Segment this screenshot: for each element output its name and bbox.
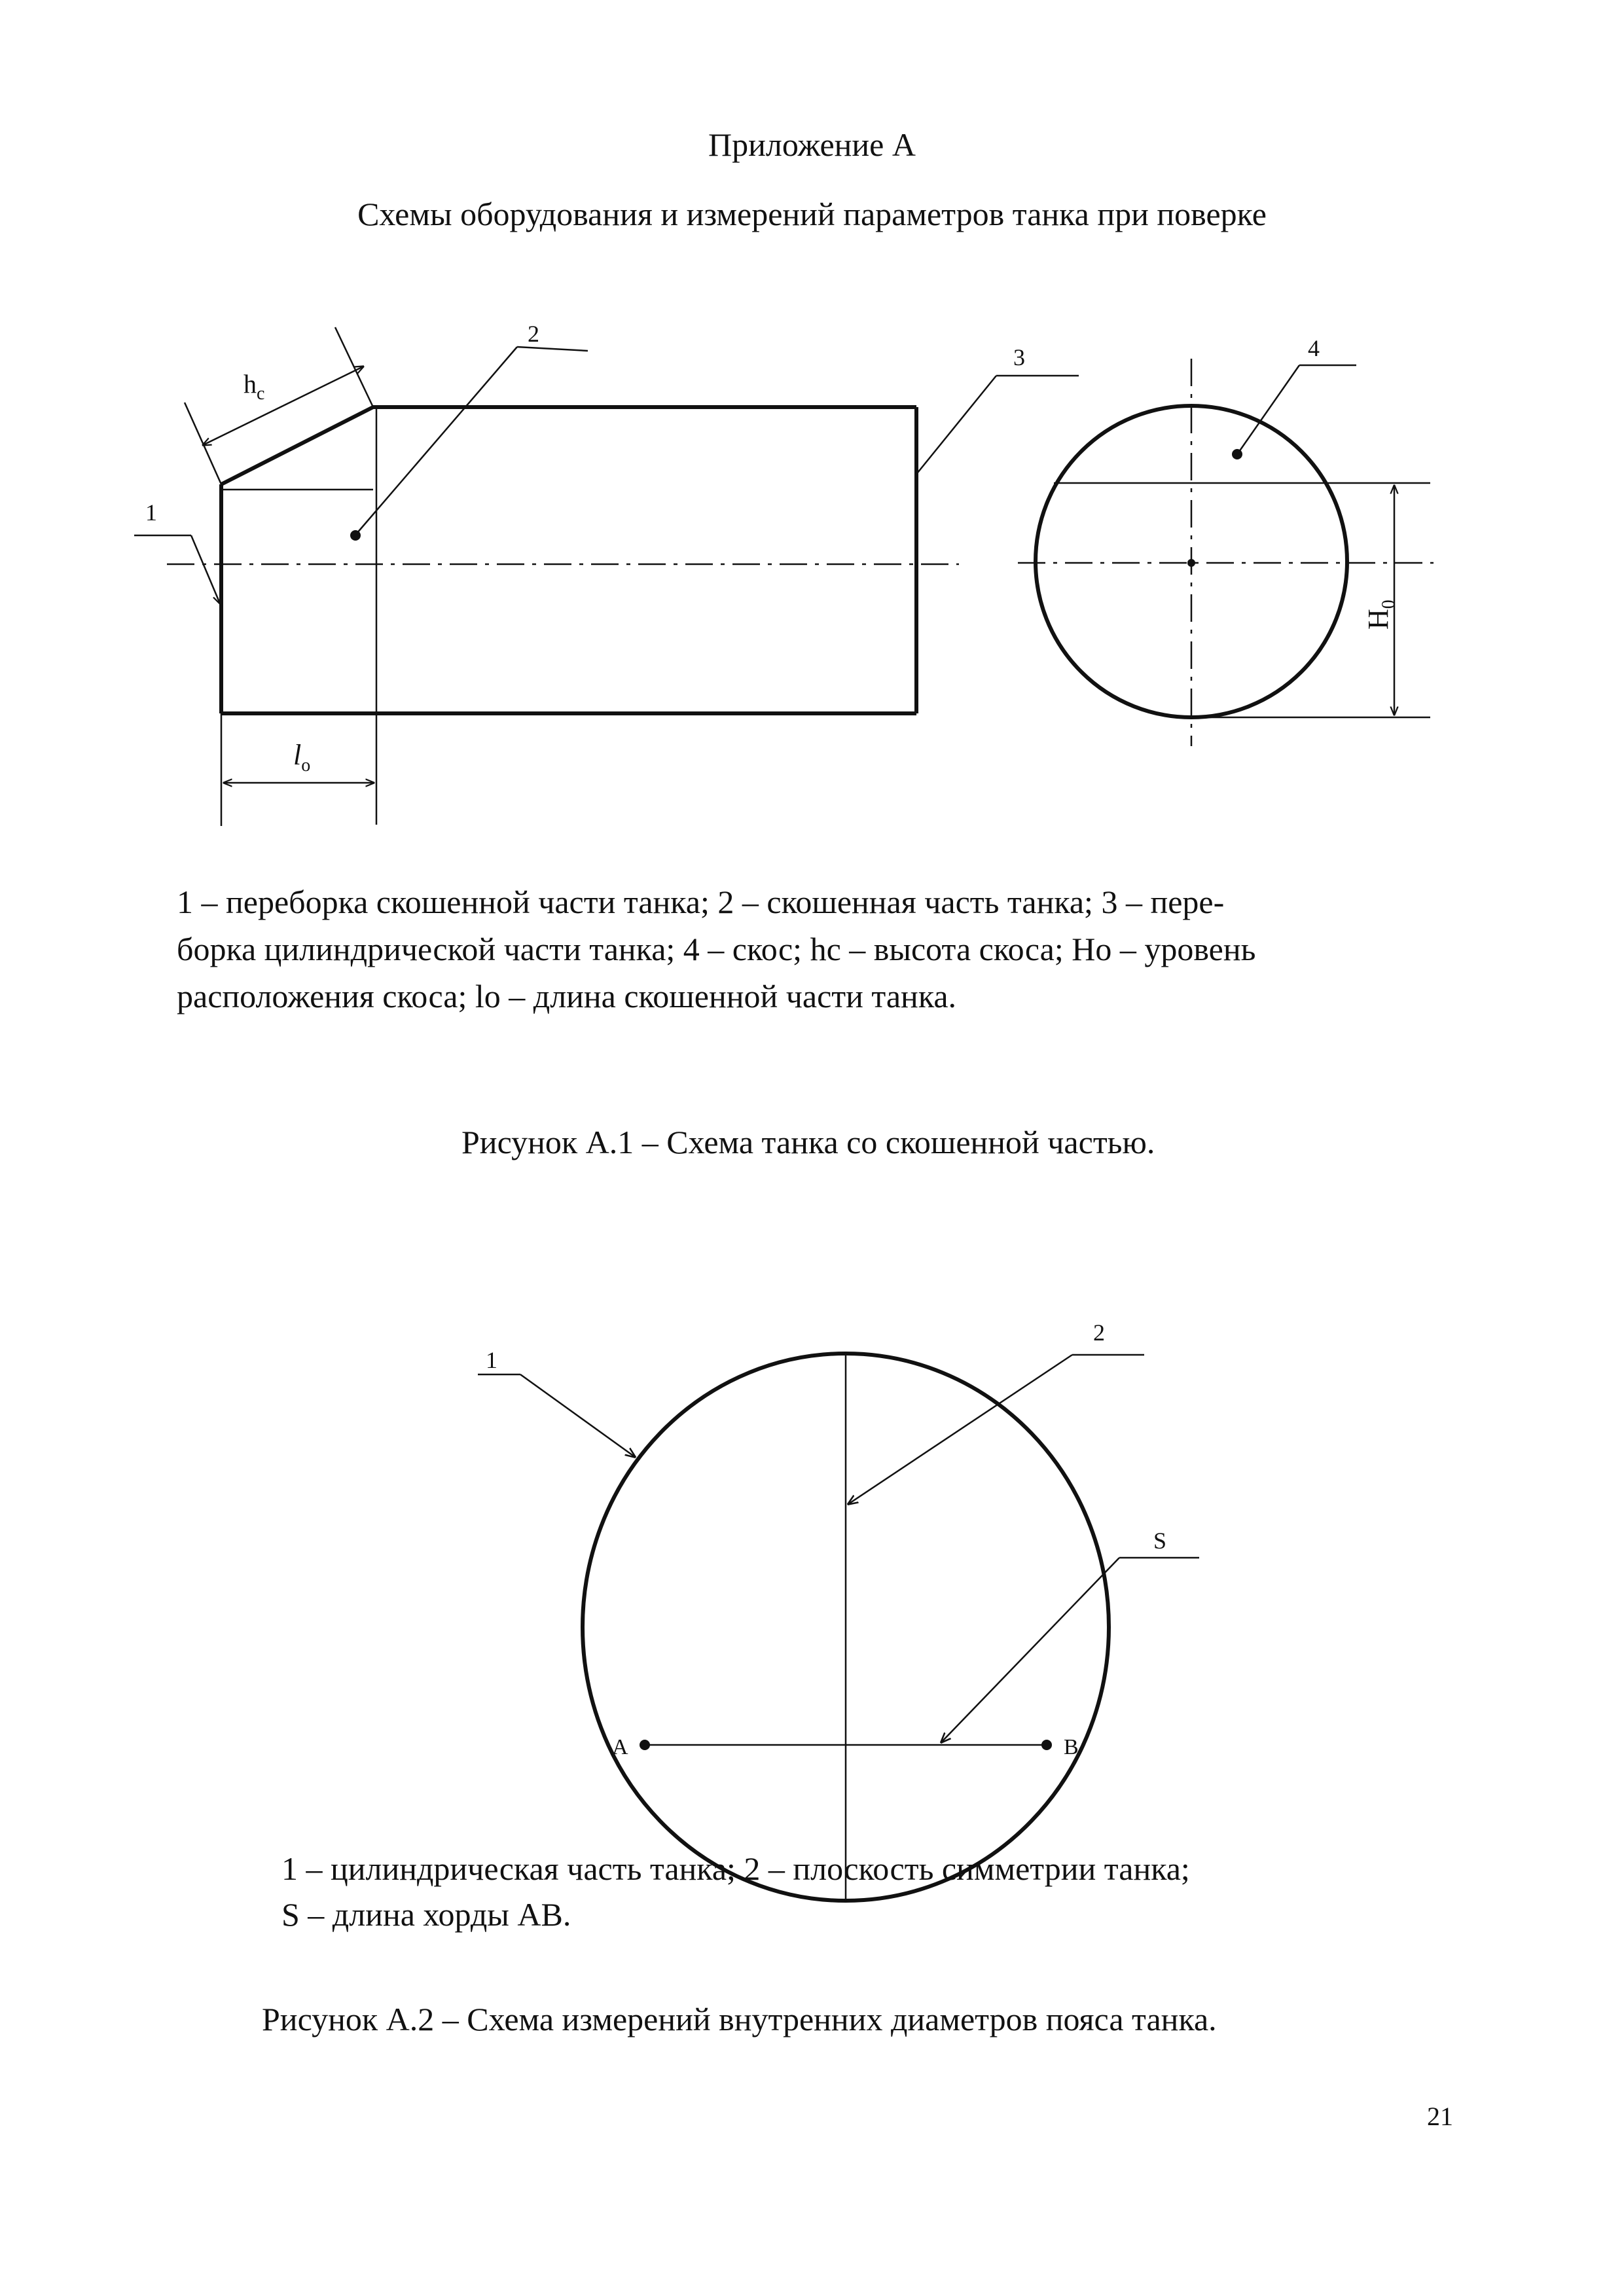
tank-cross-section xyxy=(583,1354,1109,1901)
fig2-label-1: 1 xyxy=(486,1347,497,1373)
hc-dimension xyxy=(185,327,373,484)
label-a: A xyxy=(612,1735,628,1759)
fig2-label-2: 2 xyxy=(1093,1319,1105,1346)
label-3: 3 xyxy=(1013,344,1025,370)
appendix-heading: Приложение А xyxy=(708,126,916,163)
point-a xyxy=(640,1740,650,1750)
tank-body xyxy=(221,407,916,825)
fig2-label-s: S xyxy=(1153,1528,1167,1554)
label-4: 4 xyxy=(1308,335,1320,361)
hc-label: $h_c$ xyxy=(244,369,265,404)
point-b xyxy=(1041,1740,1052,1750)
figure-a2-legend-line-2: S – длина хорды АВ. xyxy=(281,1896,571,1933)
point-4 xyxy=(1232,449,1242,459)
figure-a1-diagram xyxy=(0,0,1624,851)
figure-a2-caption: Рисунок А.2 – Схема измерений внутренних диаметров пояса танка. xyxy=(262,2001,1217,2037)
end-view-center-point xyxy=(1187,559,1195,567)
fig2-leader-2 xyxy=(848,1355,1144,1504)
lo-label: $l_o$ xyxy=(293,739,311,776)
page-title: Схемы оборудования и измерений параметров танка при поверке xyxy=(357,196,1267,232)
label-1: 1 xyxy=(145,499,157,526)
figure-a2-legend-line-1: 1 – цилиндрическая часть танка; 2 – плоскость симметрии танка; xyxy=(281,1850,1190,1887)
leader-4 xyxy=(1239,365,1356,452)
fig2-leader-1 xyxy=(478,1374,635,1457)
point-2 xyxy=(350,530,361,541)
page-number: 21 xyxy=(1427,2102,1453,2131)
ho-label: $H_0$ xyxy=(1362,600,1399,630)
figure-a1-legend-line-1: 1 – переборка скошенной части танка; 2 – скошенная часть танка; 3 – пере- xyxy=(177,884,1225,920)
label-2: 2 xyxy=(528,321,539,347)
figure-a1-caption: Рисунок А.1 – Схема танка со скошенной частью. xyxy=(461,1124,1155,1160)
leader-3 xyxy=(918,376,1079,473)
leader-2 xyxy=(357,347,588,533)
figure-a1-legend-line-3: расположения скоса; lо – длина скошенной части танка. xyxy=(177,978,957,1014)
label-b: B xyxy=(1064,1735,1079,1759)
figure-a1-legend-line-2: борка цилиндрической части танка; 4 – скос; hс – высота скоса; Но – уровень xyxy=(177,931,1256,967)
fig2-leader-s xyxy=(941,1558,1199,1742)
leader-1 xyxy=(134,535,220,603)
